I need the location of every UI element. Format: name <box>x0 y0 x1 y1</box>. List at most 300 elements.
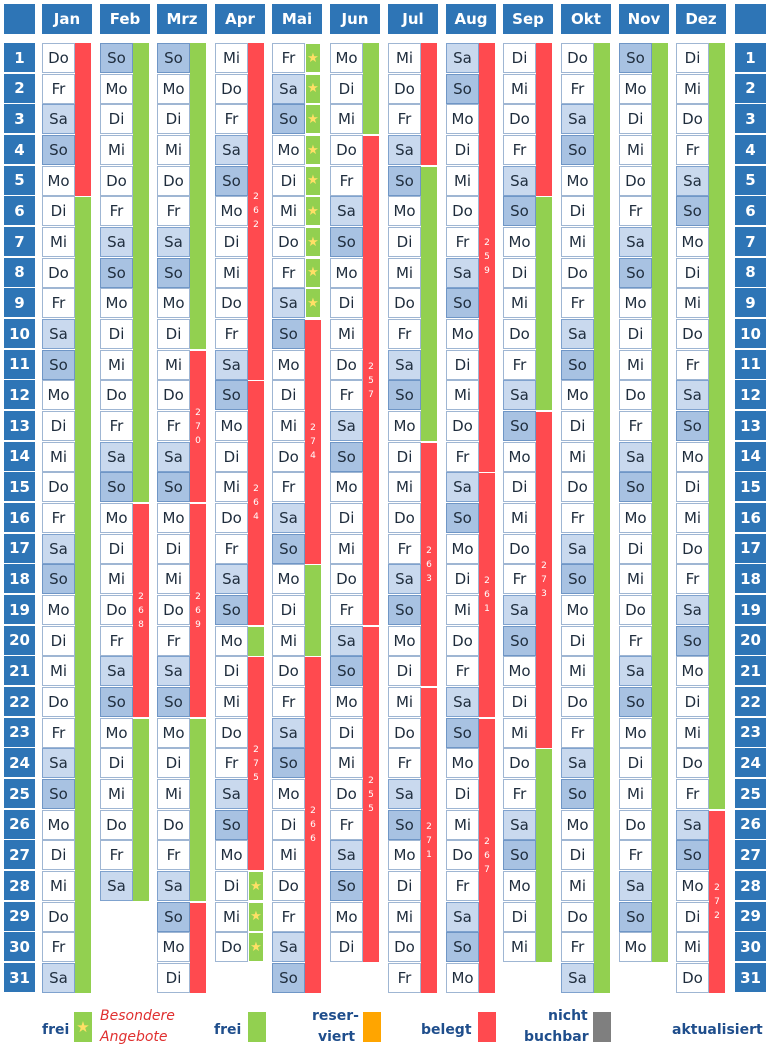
day-cell[interactable]: Sa <box>100 871 133 901</box>
day-cell[interactable]: Sa <box>619 656 652 686</box>
day-cell[interactable]: Mo <box>446 963 479 993</box>
day-cell[interactable]: So <box>619 687 652 717</box>
day-cell[interactable]: So <box>272 963 305 993</box>
day-cell[interactable]: Di <box>676 258 709 288</box>
day-cell[interactable]: Sa <box>330 411 363 441</box>
day-cell[interactable]: Fr <box>446 656 479 686</box>
day-cell[interactable]: Di <box>330 74 363 104</box>
day-cell[interactable]: Mi <box>676 74 709 104</box>
day-cell[interactable]: So <box>676 626 709 656</box>
day-cell[interactable]: Mo <box>42 380 75 410</box>
day-cell[interactable]: Di <box>446 779 479 809</box>
day-cell[interactable]: Fr <box>100 196 133 226</box>
day-cell[interactable]: So <box>446 288 479 318</box>
day-cell[interactable]: Mo <box>503 442 536 472</box>
day-cell[interactable]: So <box>215 810 248 840</box>
day-cell[interactable]: Mo <box>330 258 363 288</box>
day-cell[interactable]: Do <box>561 472 594 502</box>
day-cell[interactable]: Mo <box>330 472 363 502</box>
day-cell[interactable]: Mi <box>619 135 652 165</box>
day-cell[interactable]: Fr <box>388 319 421 349</box>
day-cell[interactable]: Sa <box>157 871 190 901</box>
day-cell[interactable]: Do <box>42 258 75 288</box>
day-cell[interactable]: Di <box>330 932 363 962</box>
day-cell[interactable]: Di <box>100 534 133 564</box>
day-cell[interactable]: Mo <box>676 656 709 686</box>
day-cell[interactable]: Di <box>446 564 479 594</box>
day-cell[interactable]: Sa <box>388 350 421 380</box>
day-cell[interactable]: Sa <box>215 350 248 380</box>
day-cell[interactable]: Mi <box>215 258 248 288</box>
day-cell[interactable]: Di <box>215 227 248 257</box>
day-cell[interactable]: Mi <box>561 442 594 472</box>
day-cell[interactable]: Mi <box>100 779 133 809</box>
day-cell[interactable]: Do <box>215 503 248 533</box>
day-cell[interactable]: Sa <box>446 472 479 502</box>
day-cell[interactable]: Sa <box>561 963 594 993</box>
day-cell[interactable]: Mo <box>215 411 248 441</box>
day-cell[interactable]: Sa <box>272 718 305 748</box>
day-cell[interactable]: Mi <box>503 932 536 962</box>
day-cell[interactable]: Di <box>272 166 305 196</box>
day-cell[interactable]: Mi <box>503 74 536 104</box>
day-cell[interactable]: Fr <box>388 963 421 993</box>
day-cell[interactable]: Di <box>157 534 190 564</box>
day-cell[interactable]: Sa <box>676 166 709 196</box>
day-cell[interactable]: Sa <box>503 380 536 410</box>
day-cell[interactable]: Di <box>272 595 305 625</box>
day-cell[interactable]: Sa <box>446 43 479 73</box>
day-cell[interactable]: So <box>42 135 75 165</box>
day-cell[interactable]: Do <box>272 871 305 901</box>
day-cell[interactable]: Mi <box>446 595 479 625</box>
day-cell[interactable]: Sa <box>446 258 479 288</box>
day-cell[interactable]: Di <box>561 411 594 441</box>
day-cell[interactable]: So <box>503 626 536 656</box>
day-cell[interactable]: Di <box>619 748 652 778</box>
day-cell[interactable]: Di <box>503 43 536 73</box>
day-cell[interactable]: Sa <box>676 810 709 840</box>
day-cell[interactable]: Di <box>157 748 190 778</box>
day-cell[interactable]: Do <box>619 810 652 840</box>
day-cell[interactable]: Mo <box>561 380 594 410</box>
day-cell[interactable]: Mo <box>676 442 709 472</box>
day-cell[interactable]: So <box>215 595 248 625</box>
day-cell[interactable]: Mi <box>619 350 652 380</box>
day-cell[interactable]: Mi <box>272 840 305 870</box>
day-cell[interactable]: Sa <box>272 932 305 962</box>
day-cell[interactable]: Di <box>561 626 594 656</box>
day-cell[interactable]: Mo <box>42 166 75 196</box>
day-cell[interactable]: Di <box>42 626 75 656</box>
day-cell[interactable]: So <box>388 810 421 840</box>
day-cell[interactable]: Fr <box>157 840 190 870</box>
day-cell[interactable]: Di <box>676 43 709 73</box>
day-cell[interactable]: Do <box>503 319 536 349</box>
day-cell[interactable]: Mi <box>330 104 363 134</box>
day-cell[interactable]: Di <box>503 258 536 288</box>
day-cell[interactable]: Mi <box>215 687 248 717</box>
day-cell[interactable]: Di <box>561 196 594 226</box>
day-cell[interactable]: So <box>561 779 594 809</box>
day-cell[interactable]: So <box>619 902 652 932</box>
day-cell[interactable]: So <box>619 258 652 288</box>
day-cell[interactable]: Sa <box>619 227 652 257</box>
day-cell[interactable]: Mi <box>676 718 709 748</box>
day-cell[interactable]: Fr <box>215 748 248 778</box>
day-cell[interactable]: Di <box>676 902 709 932</box>
day-cell[interactable]: Do <box>446 840 479 870</box>
day-cell[interactable]: So <box>272 534 305 564</box>
day-cell[interactable]: Mo <box>619 718 652 748</box>
day-cell[interactable]: Mi <box>503 718 536 748</box>
day-cell[interactable]: Mi <box>42 227 75 257</box>
day-cell[interactable]: Sa <box>42 534 75 564</box>
day-cell[interactable]: So <box>157 258 190 288</box>
day-cell[interactable]: Do <box>215 718 248 748</box>
day-cell[interactable]: Di <box>676 687 709 717</box>
day-cell[interactable]: Fr <box>676 779 709 809</box>
day-cell[interactable]: Mi <box>676 932 709 962</box>
day-cell[interactable]: Mo <box>215 840 248 870</box>
day-cell[interactable]: Do <box>42 43 75 73</box>
day-cell[interactable]: Mi <box>157 135 190 165</box>
day-cell[interactable]: Mi <box>215 43 248 73</box>
day-cell[interactable]: Fr <box>42 503 75 533</box>
day-cell[interactable]: Di <box>446 350 479 380</box>
day-cell[interactable]: Di <box>42 196 75 226</box>
day-cell[interactable]: Mo <box>157 74 190 104</box>
day-cell[interactable]: Di <box>676 472 709 502</box>
day-cell[interactable]: So <box>388 595 421 625</box>
day-cell[interactable]: Do <box>100 380 133 410</box>
day-cell[interactable]: Do <box>676 534 709 564</box>
day-cell[interactable]: Sa <box>272 503 305 533</box>
day-cell[interactable]: Do <box>330 779 363 809</box>
day-cell[interactable]: Sa <box>676 595 709 625</box>
day-cell[interactable]: Fr <box>503 564 536 594</box>
day-cell[interactable]: Sa <box>503 810 536 840</box>
day-cell[interactable]: Mo <box>446 748 479 778</box>
day-cell[interactable]: Mo <box>676 871 709 901</box>
day-cell[interactable]: Mo <box>388 626 421 656</box>
day-cell[interactable]: Sa <box>388 135 421 165</box>
day-cell[interactable]: Sa <box>619 871 652 901</box>
day-cell[interactable]: Mo <box>676 227 709 257</box>
day-cell[interactable]: Mi <box>157 564 190 594</box>
day-cell[interactable]: So <box>619 472 652 502</box>
day-cell[interactable]: Sa <box>446 902 479 932</box>
day-cell[interactable]: Mo <box>272 350 305 380</box>
day-cell[interactable]: Fr <box>330 380 363 410</box>
day-cell[interactable]: Di <box>388 871 421 901</box>
day-cell[interactable]: Fr <box>272 902 305 932</box>
day-cell[interactable]: Mo <box>388 840 421 870</box>
day-cell[interactable]: Mi <box>561 871 594 901</box>
day-cell[interactable]: Do <box>561 43 594 73</box>
day-cell[interactable]: So <box>446 718 479 748</box>
day-cell[interactable]: So <box>561 350 594 380</box>
day-cell[interactable]: Fr <box>330 810 363 840</box>
day-cell[interactable]: Fr <box>446 227 479 257</box>
day-cell[interactable]: So <box>330 656 363 686</box>
day-cell[interactable]: Fr <box>561 932 594 962</box>
day-cell[interactable]: Mo <box>561 810 594 840</box>
day-cell[interactable]: So <box>446 932 479 962</box>
day-cell[interactable]: Fr <box>157 196 190 226</box>
day-cell[interactable]: So <box>100 258 133 288</box>
day-cell[interactable]: Mi <box>42 656 75 686</box>
day-cell[interactable]: Sa <box>503 595 536 625</box>
day-cell[interactable]: Mo <box>503 871 536 901</box>
day-cell[interactable]: Sa <box>272 288 305 318</box>
day-cell[interactable]: Sa <box>272 74 305 104</box>
day-cell[interactable]: Mi <box>272 626 305 656</box>
day-cell[interactable]: Fr <box>157 411 190 441</box>
day-cell[interactable]: Mo <box>272 135 305 165</box>
day-cell[interactable]: Mi <box>446 380 479 410</box>
day-cell[interactable]: So <box>446 74 479 104</box>
day-cell[interactable]: Do <box>42 902 75 932</box>
day-cell[interactable]: Fr <box>330 595 363 625</box>
day-cell[interactable]: Di <box>272 810 305 840</box>
day-cell[interactable]: Mo <box>157 718 190 748</box>
day-cell[interactable]: Mo <box>330 43 363 73</box>
day-cell[interactable]: Mi <box>157 779 190 809</box>
day-cell[interactable]: Do <box>503 104 536 134</box>
day-cell[interactable]: So <box>330 442 363 472</box>
day-cell[interactable]: Fr <box>561 288 594 318</box>
day-cell[interactable]: Fr <box>272 43 305 73</box>
day-cell[interactable]: Fr <box>215 534 248 564</box>
day-cell[interactable]: Do <box>503 748 536 778</box>
day-cell[interactable]: Mi <box>330 534 363 564</box>
day-cell[interactable]: So <box>503 840 536 870</box>
day-cell[interactable]: Do <box>561 687 594 717</box>
day-cell[interactable]: Mi <box>388 687 421 717</box>
day-cell[interactable]: Fr <box>676 350 709 380</box>
day-cell[interactable]: Do <box>157 810 190 840</box>
day-cell[interactable]: Do <box>157 166 190 196</box>
day-cell[interactable]: Fr <box>100 840 133 870</box>
day-cell[interactable]: Fr <box>446 442 479 472</box>
day-cell[interactable]: Fr <box>619 626 652 656</box>
day-cell[interactable]: Di <box>215 656 248 686</box>
day-cell[interactable]: Mi <box>272 196 305 226</box>
day-cell[interactable]: So <box>100 43 133 73</box>
day-cell[interactable]: Mo <box>446 534 479 564</box>
day-cell[interactable]: Sa <box>215 564 248 594</box>
day-cell[interactable]: Sa <box>388 564 421 594</box>
day-cell[interactable]: Mi <box>388 258 421 288</box>
day-cell[interactable]: Sa <box>330 196 363 226</box>
day-cell[interactable]: Fr <box>619 196 652 226</box>
day-cell[interactable]: Mo <box>446 319 479 349</box>
day-cell[interactable]: Sa <box>561 534 594 564</box>
day-cell[interactable]: Sa <box>100 227 133 257</box>
day-cell[interactable]: Do <box>446 196 479 226</box>
day-cell[interactable]: So <box>561 135 594 165</box>
day-cell[interactable]: Mi <box>446 166 479 196</box>
day-cell[interactable]: Di <box>330 503 363 533</box>
day-cell[interactable]: So <box>42 779 75 809</box>
day-cell[interactable]: Fr <box>42 718 75 748</box>
day-cell[interactable]: Mi <box>676 503 709 533</box>
day-cell[interactable]: Di <box>388 227 421 257</box>
day-cell[interactable]: Di <box>446 135 479 165</box>
day-cell[interactable]: Do <box>215 932 248 962</box>
day-cell[interactable]: Di <box>100 319 133 349</box>
day-cell[interactable]: Di <box>42 840 75 870</box>
day-cell[interactable]: Do <box>619 595 652 625</box>
day-cell[interactable]: Sa <box>561 319 594 349</box>
day-cell[interactable]: Do <box>561 258 594 288</box>
day-cell[interactable]: Mi <box>272 411 305 441</box>
day-cell[interactable]: Do <box>388 288 421 318</box>
day-cell[interactable]: Fr <box>561 503 594 533</box>
day-cell[interactable]: Di <box>215 442 248 472</box>
day-cell[interactable]: So <box>388 166 421 196</box>
day-cell[interactable]: Sa <box>330 626 363 656</box>
day-cell[interactable]: Do <box>619 380 652 410</box>
day-cell[interactable]: Fr <box>561 74 594 104</box>
day-cell[interactable]: Do <box>215 74 248 104</box>
day-cell[interactable]: Do <box>676 104 709 134</box>
day-cell[interactable]: Mi <box>388 902 421 932</box>
day-cell[interactable]: Do <box>330 564 363 594</box>
day-cell[interactable]: Sa <box>446 687 479 717</box>
day-cell[interactable]: Mi <box>619 564 652 594</box>
day-cell[interactable]: So <box>330 871 363 901</box>
day-cell[interactable]: Mo <box>100 718 133 748</box>
day-cell[interactable]: Di <box>388 442 421 472</box>
day-cell[interactable]: Mi <box>503 288 536 318</box>
day-cell[interactable]: Mi <box>561 656 594 686</box>
day-cell[interactable]: Fr <box>503 779 536 809</box>
day-cell[interactable]: Fr <box>215 104 248 134</box>
day-cell[interactable]: Di <box>619 104 652 134</box>
day-cell[interactable]: Sa <box>42 748 75 778</box>
day-cell[interactable]: Fr <box>503 350 536 380</box>
day-cell[interactable]: Di <box>388 656 421 686</box>
day-cell[interactable]: Mo <box>272 779 305 809</box>
day-cell[interactable]: So <box>272 748 305 778</box>
day-cell[interactable]: Mo <box>157 932 190 962</box>
day-cell[interactable]: Di <box>619 319 652 349</box>
day-cell[interactable]: Di <box>330 718 363 748</box>
day-cell[interactable]: Do <box>619 166 652 196</box>
day-cell[interactable]: Mo <box>42 595 75 625</box>
day-cell[interactable]: Fr <box>157 626 190 656</box>
day-cell[interactable]: Do <box>157 380 190 410</box>
day-cell[interactable]: So <box>676 196 709 226</box>
day-cell[interactable]: Fr <box>503 135 536 165</box>
day-cell[interactable]: So <box>42 350 75 380</box>
day-cell[interactable]: Sa <box>42 319 75 349</box>
day-cell[interactable]: So <box>157 472 190 502</box>
day-cell[interactable]: Di <box>100 748 133 778</box>
day-cell[interactable]: Do <box>100 166 133 196</box>
day-cell[interactable]: Mo <box>157 288 190 318</box>
day-cell[interactable]: Do <box>330 135 363 165</box>
day-cell[interactable]: Mo <box>215 626 248 656</box>
day-cell[interactable]: Do <box>676 748 709 778</box>
day-cell[interactable]: Mo <box>100 503 133 533</box>
day-cell[interactable]: Fr <box>676 135 709 165</box>
day-cell[interactable]: Mi <box>619 779 652 809</box>
day-cell[interactable]: Mo <box>100 288 133 318</box>
day-cell[interactable]: Di <box>272 380 305 410</box>
day-cell[interactable]: Fr <box>561 718 594 748</box>
day-cell[interactable]: Fr <box>42 288 75 318</box>
day-cell[interactable]: Di <box>157 319 190 349</box>
day-cell[interactable]: Sa <box>157 227 190 257</box>
day-cell[interactable]: Fr <box>42 74 75 104</box>
day-cell[interactable]: Fr <box>676 564 709 594</box>
day-cell[interactable]: Mi <box>157 350 190 380</box>
day-cell[interactable]: Mo <box>388 196 421 226</box>
day-cell[interactable]: Di <box>330 288 363 318</box>
day-cell[interactable]: Fr <box>330 166 363 196</box>
day-cell[interactable]: Sa <box>215 135 248 165</box>
day-cell[interactable]: Sa <box>100 656 133 686</box>
day-cell[interactable]: Sa <box>561 104 594 134</box>
day-cell[interactable]: Do <box>676 319 709 349</box>
day-cell[interactable]: Mo <box>330 902 363 932</box>
day-cell[interactable]: Do <box>272 442 305 472</box>
day-cell[interactable]: Mi <box>330 319 363 349</box>
day-cell[interactable]: Do <box>446 626 479 656</box>
day-cell[interactable]: Mo <box>503 227 536 257</box>
day-cell[interactable]: Mi <box>100 564 133 594</box>
day-cell[interactable]: Mo <box>561 595 594 625</box>
day-cell[interactable]: Do <box>157 595 190 625</box>
day-cell[interactable]: So <box>503 411 536 441</box>
day-cell[interactable]: Fr <box>215 319 248 349</box>
day-cell[interactable]: Fr <box>272 472 305 502</box>
day-cell[interactable]: Sa <box>388 779 421 809</box>
day-cell[interactable]: Mi <box>561 227 594 257</box>
day-cell[interactable]: So <box>272 319 305 349</box>
day-cell[interactable]: Do <box>446 411 479 441</box>
day-cell[interactable]: Do <box>100 810 133 840</box>
day-cell[interactable]: Di <box>561 840 594 870</box>
day-cell[interactable]: Do <box>272 656 305 686</box>
day-cell[interactable]: So <box>100 687 133 717</box>
day-cell[interactable]: Mo <box>619 74 652 104</box>
day-cell[interactable]: Mo <box>272 564 305 594</box>
day-cell[interactable]: Sa <box>157 656 190 686</box>
day-cell[interactable]: Fr <box>388 104 421 134</box>
day-cell[interactable]: Sa <box>215 779 248 809</box>
day-cell[interactable]: Do <box>42 687 75 717</box>
day-cell[interactable]: Di <box>157 104 190 134</box>
day-cell[interactable]: So <box>446 503 479 533</box>
day-cell[interactable]: Do <box>388 932 421 962</box>
day-cell[interactable]: So <box>100 472 133 502</box>
day-cell[interactable]: Do <box>561 902 594 932</box>
day-cell[interactable]: Mo <box>215 196 248 226</box>
day-cell[interactable]: So <box>42 564 75 594</box>
day-cell[interactable]: Do <box>676 963 709 993</box>
day-cell[interactable]: So <box>215 380 248 410</box>
day-cell[interactable]: Mo <box>619 503 652 533</box>
day-cell[interactable]: Di <box>503 687 536 717</box>
day-cell[interactable]: Fr <box>388 534 421 564</box>
day-cell[interactable]: Sa <box>503 166 536 196</box>
day-cell[interactable]: So <box>157 902 190 932</box>
day-cell[interactable]: Fr <box>100 411 133 441</box>
